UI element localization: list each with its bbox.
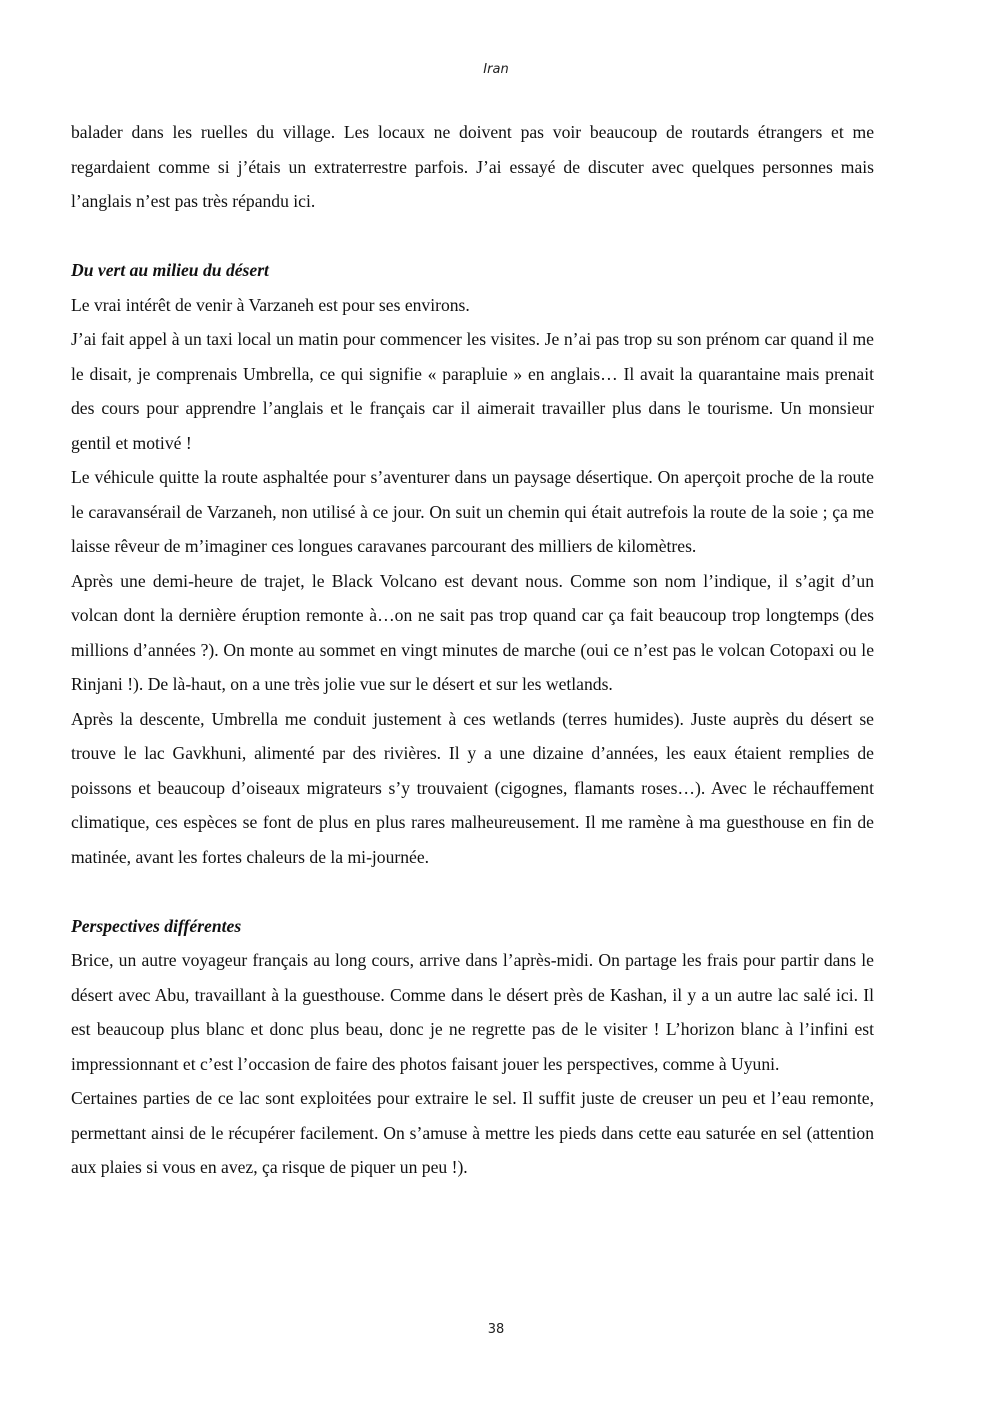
- paragraph: Après une demi-heure de trajet, le Black Volcano est devant nous. Comme son nom l’indique, il s’agit d’un volcan dont la dernière éruption remonte à…on ne sait pas trop quand car ça fait beaucoup trop longtemps (des millions d’années ?). On monte au sommet en vingt minutes de marche (oui ce n’est pas le volcan Cotopaxi ou le Rinjani !). De là-haut, on a une très jolie vue sur le désert et sur les wetlands.: [71, 570, 874, 694]
- running-header: Iran: [483, 62, 509, 77]
- paragraph: Le véhicule quitte la route asphaltée pour s’aventurer dans un paysage désertique. On aperçoit proche de la route le caravansérail de Varzaneh, non utilisé à ce jour. On suit un chemin qui était autrefois la route de la soie ; ça me laisse rêveur de m’imaginer ces longues caravanes parcourant des milliers de kilomètres.: [71, 467, 874, 556]
- page-number: 38: [487, 1322, 505, 1337]
- body-text: [71, 115, 874, 1185]
- paragraph: Brice, un autre voyageur français au long cours, arrive dans l’après-midi. On partage les frais pour partir dans le désert avec Abu, travaillant à la guesthouse. Comme dans le désert près de Kashan, il y a un autre lac salé ici. Il est beaucoup plus blanc et donc plus beau, donc je ne regrette pas de le visiter ! L’horizon blanc à l’infini est impressionnant et c’est l’occasion de faire des photos faisant jouer les perspectives, comme à Uyuni.: [71, 950, 874, 1074]
- section-spacer: [71, 219, 874, 254]
- paragraph: Certaines parties de ce lac sont exploitées pour extraire le sel. Il suffit juste de creuser un peu et l’eau remonte, permettant ainsi de le récupérer facilement. On s’amuse à mettre les pieds dans cette eau saturée en sel (attention aux plaies si vous en avez, ça risque de piquer un peu !).: [71, 1088, 874, 1177]
- section-spacer: [71, 874, 874, 909]
- paragraph: Le vrai intérêt de venir à Varzaneh est pour ses environs.: [71, 294, 470, 315]
- paragraph: Après la descente, Umbrella me conduit justement à ces wetlands (terres humides). Juste auprès du désert se trouve le lac Gavkhuni, alimenté par des rivières. Il y a une dizaine d’années, les eaux étaient remplies de poissons et beaucoup d’oiseaux migrateurs s’y trouvaient (cigognes, flamants roses…). Avec le réchauffement climatique, ces espèces se font de plus en plus rares malheureusement. Il me ramène à ma guesthouse en fin de matinée, avant les fortes chaleurs de la mi-journée.: [71, 708, 874, 867]
- section-heading-perspectives: Perspectives différentes: [71, 915, 242, 936]
- paragraph: J’ai fait appel à un taxi local un matin pour commencer les visites. Je n’ai pas trop su son prénom car quand il me le disait, je comprenais Umbrella, ce qui signifie « parapluie » en anglais… Il avait la quarantaine mais prenait des cours pour apprendre l’anglais et le français car il aimerait travailler plus dans le tourisme. Un monsieur gentil et motivé !: [71, 329, 874, 453]
- section-heading-desert: Du vert au milieu du désert: [71, 260, 269, 280]
- intro-paragraph: balader dans les ruelles du village. Les locaux ne doivent pas voir beaucoup de routards étrangers et me regardaient comme si j’étais un extraterrestre parfois. J’ai essayé de discuter avec quelques personnes mais l’anglais n’est pas très répandu ici.: [71, 122, 874, 211]
